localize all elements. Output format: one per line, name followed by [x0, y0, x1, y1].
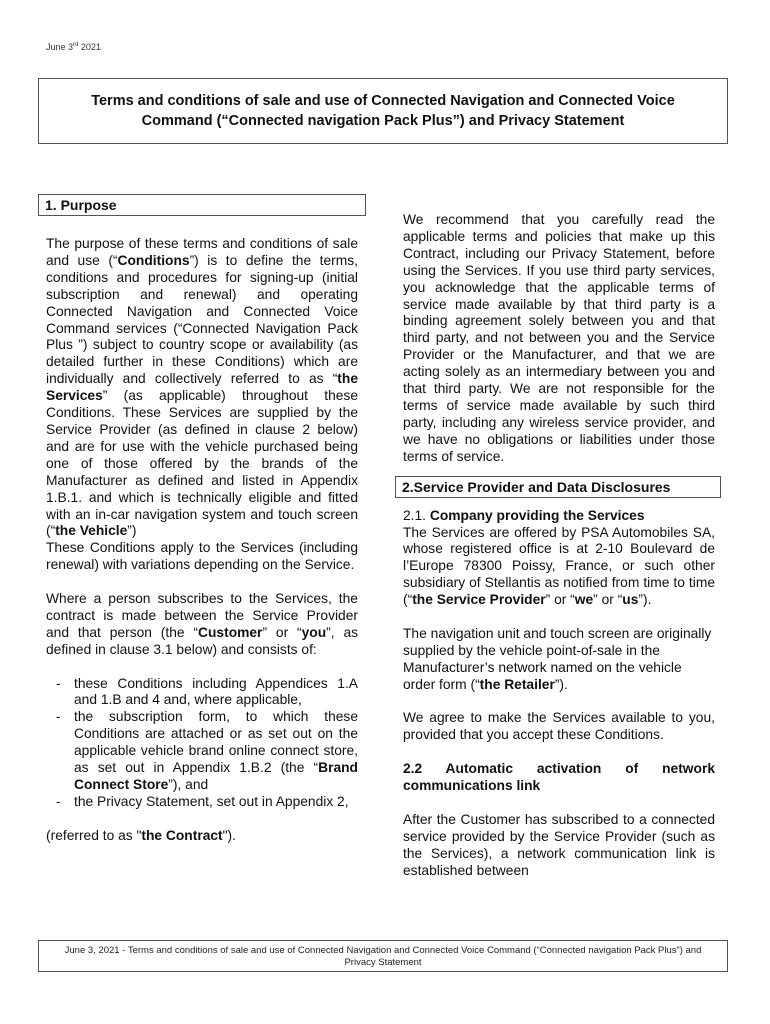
contract-definition: (referred to as "the Contract").	[46, 827, 236, 843]
page-footer: June 3, 2021 - Terms and conditions of sale and use of Connected Navigation and Connected Voice Command (“Connected navigation Pack Plus”) and Privacy Statement	[38, 940, 728, 972]
clause-2-2-heading: 2.2 Automatic activation of network communications link	[403, 761, 715, 794]
right-column	[403, 212, 715, 879]
contract-paragraph: Where a person subscribes to the Services, the contract is made between the Service Provider and that person (the “Customer” or “you”, as defined in clause 3.1 below) and consists of:	[46, 591, 359, 657]
activation-paragraph: After the Customer has subscribed to a connected service provided by the Service Provider (such as the Services), a network communication link is established between	[403, 811, 715, 878]
left-column	[46, 194, 358, 845]
document-date: June 3rd 2021	[46, 42, 101, 52]
agreement-paragraph: We agree to make the Services available to you, provided that you accept these Conditions.	[403, 710, 715, 743]
recommendation-paragraph: We recommend that you carefully read the applicable terms and policies that make up this Contract, including our Privacy Statement, before using the Services. If you use third party services, you acknowledge that the applicable terms of service made available by that third party is a binding agreement solely between you and that third party, and not between you and the Service Provider or the Manufacturer, and that we are acting solely as an intermediary between you and that third party. We are not responsible for the terms of service made available by such third party, including any wireless service provider, and we have no obligations or liabilities under those terms of service.	[403, 212, 715, 464]
document-title: Terms and conditions of sale and use of Connected Navigation and Connected Voice Command (“Connected navigation Pack Plus”) and Privacy Statement	[91, 93, 675, 129]
retailer-paragraph: The navigation unit and touch screen are originally supplied by the vehicle point-of-sale in the Manufacturer’s network named on the vehicle order form (“the Retailer”).	[403, 625, 712, 692]
list-item: - the Privacy Statement, set out in Appendix 2,	[46, 794, 358, 811]
list-item: - the subscription form, to which these Conditions are attached or as set out on the applicable vehicle brand online connect store, as set out in Appendix 1.B.2 (the “Brand Connect Store”), and	[46, 709, 358, 794]
conditions-apply-paragraph: These Conditions apply to the Services (including renewal) with variations depending on the Service.	[46, 540, 358, 573]
section-1-heading: 1. Purpose	[38, 194, 366, 216]
service-provider-paragraph: The Services are offered by PSA Automobiles SA, whose registered office is at 2-10 Boulevard de l’Europe 78300 Poissy, France, or such other subsidiary of Stellantis as notified from time to time (“the Service Provider” or “we” or “us”).	[403, 524, 715, 608]
section-2-heading: 2.Service Provider and Data Disclosures	[395, 476, 721, 498]
clause-2-1: 2.1. Company providing the Services	[403, 507, 645, 523]
contract-components-list	[46, 676, 358, 811]
list-item: - these Conditions including Appendices 1.A and 1.B and 4 and, where applicable,	[46, 676, 358, 710]
purpose-paragraph: The purpose of these terms and conditions of sale and use (“Conditions”) is to define the terms, conditions and procedures for signing-up (initial subscription and renewal) and operating Connected Navigation and Connected Voice Command services (“Connected Navigation Pack Plus ”) subject to country scope or availability (as detailed further in these Conditions) which are individually and collectively referred to as “the Services” (as applicable) throughout these Conditions. These Services are supplied by the Service Provider (as defined in clause 2 below) and are for use with the vehicle purchased being one of those offered by the brands of the Manufacturer as defined and listed in Appendix 1.B.1. and which is technically eligible and fitted with an in-car navigation system and touch screen (“the Vehicle”)	[46, 236, 359, 539]
document-title-box	[38, 78, 728, 144]
